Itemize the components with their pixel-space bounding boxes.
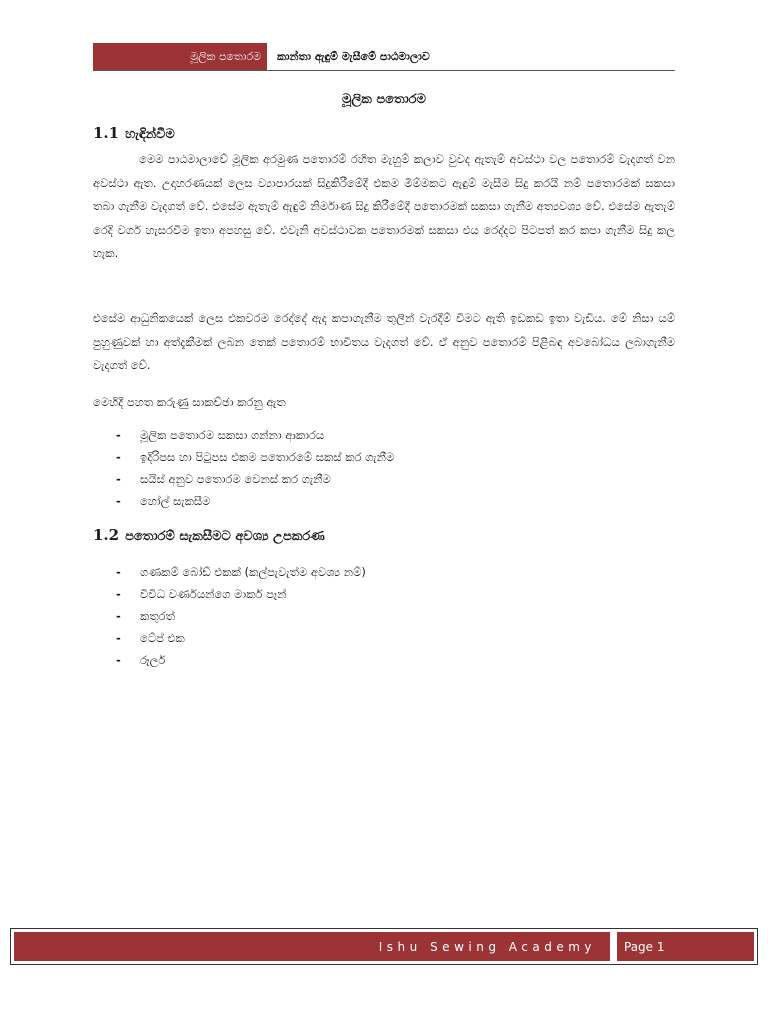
section-2-number: 1.2: [93, 526, 120, 544]
section-2-heading-text: පතොරම් සැකසීමට අවශ්‍ය උපකරණ: [125, 529, 325, 544]
list-item-text: කතුරත්: [140, 609, 175, 623]
list-item-text: ටේප් එක: [140, 631, 185, 645]
list-item: [116, 605, 366, 627]
header-tag: මූලික පතොරම: [93, 43, 267, 70]
list-item: [116, 424, 394, 446]
list-item-text: ගණකම් බෝඩ් එකක් (කල්පැවැත්ම අවශ්‍ය නම්): [140, 565, 366, 579]
section-1-paragraph-3: මෙහිදී පහත කරුණු සාකච්ඡා කරනු ඇත: [93, 395, 286, 409]
list-dash: -: [116, 428, 121, 442]
section-1-paragraph-1: මෙම පාඨමාලාවේ මූලික අරමුණ පතොරම් රහිත මැහුම් කලාව වුවද ඇතැම් අවස්ථා වල පතොරම් වැදගත් වන අවස්ථා ඇත. උදාහරණයක් ලෙස ව්‍යාපාරයක් සිදුකිරීමේදී එකම මිම්මකට ඇඳුම් මැසීම සිදු කරයි නම් පතොරමක් සකසා තබා ගැනීම වැදගත් වේ. එසේම ඇතැම් ඇඳුම් නිර්මාණ සිදු කිරීමේදී පතොරමක් සකසා ගැනීම අත්‍යවශ්‍ය වේ. එසේම ඇතැම් රෙදි වර්ග හැසරවීම ඉතා අපහසු වේ. එවැනි අවස්ථාවක පතොරමක් සකසා එය රෙද්දට පිටපත් කර කපා ගැනීම සිදු කල හැක.: [93, 152, 675, 260]
list-dash: -: [116, 472, 121, 486]
section-2-heading: [93, 526, 325, 544]
list-item-text: හෝල් සැකසීම: [140, 494, 211, 508]
list-dash: -: [116, 565, 121, 579]
list-item: [116, 468, 394, 490]
header-title: කාන්තා ඇඳුම් මැසීමේ පාඨමාලාව: [277, 49, 430, 63]
list-item: [116, 583, 366, 605]
list-item: [116, 446, 394, 468]
section-1-list: [116, 424, 394, 512]
list-dash: -: [116, 609, 121, 623]
list-item-text: සයිස් අනුව පතොරම වෙනස් කර ගැනීම: [140, 472, 331, 486]
list-item: [116, 627, 366, 649]
list-dash: -: [116, 450, 121, 464]
page-footer: [10, 928, 758, 965]
section-1-paragraph-2: එසේම ආධුනිකයෙක් ලෙස එකවරම රෙද්දේ ඇද කපාගැනීම තුලින් වැරදීම් වීමට ඇති ඉඩකඩ ඉතා වැඩිය. මේ නිසා යම් පුහුණුවක් හා අත්දැකීමක් ලබන තෙක් පතොරම් භාවිතය වැදගත් වේ. ඒ අනුව පතොරම් පිළිබඳ අවබෝධය ලබාගැනීම වැදගත් වේ.: [93, 311, 675, 372]
page-header: [93, 43, 675, 71]
section-1-heading-text: හැඳින්වීම: [125, 127, 175, 142]
list-item: [116, 561, 366, 583]
list-item-text: විවිධ වර්ණයන්ගෙ මාකර් පෑන්: [140, 587, 287, 601]
document-title: මූලික පතොරම: [341, 92, 427, 107]
list-item: [116, 490, 394, 512]
list-dash: -: [116, 653, 121, 667]
list-dash: -: [116, 631, 121, 645]
footer-academy-name: Ishu Sewing Academy: [14, 932, 610, 961]
list-item-text: රූලර්: [140, 653, 166, 667]
section-1-heading: [93, 124, 175, 142]
section-1-number: 1.1: [93, 124, 120, 142]
list-item: [116, 649, 366, 671]
section-2-list: [116, 561, 366, 671]
list-dash: -: [116, 494, 121, 508]
page-number: Page 1: [616, 932, 754, 961]
list-item-text: මූලික පතොරම සකසා ගන්නා ආකාරය: [140, 428, 325, 442]
list-dash: -: [116, 587, 121, 601]
list-item-text: ඉදිරිපස හා පිටුපස එකම පතොරමේ සකස් කර ගැනීම: [140, 450, 395, 464]
